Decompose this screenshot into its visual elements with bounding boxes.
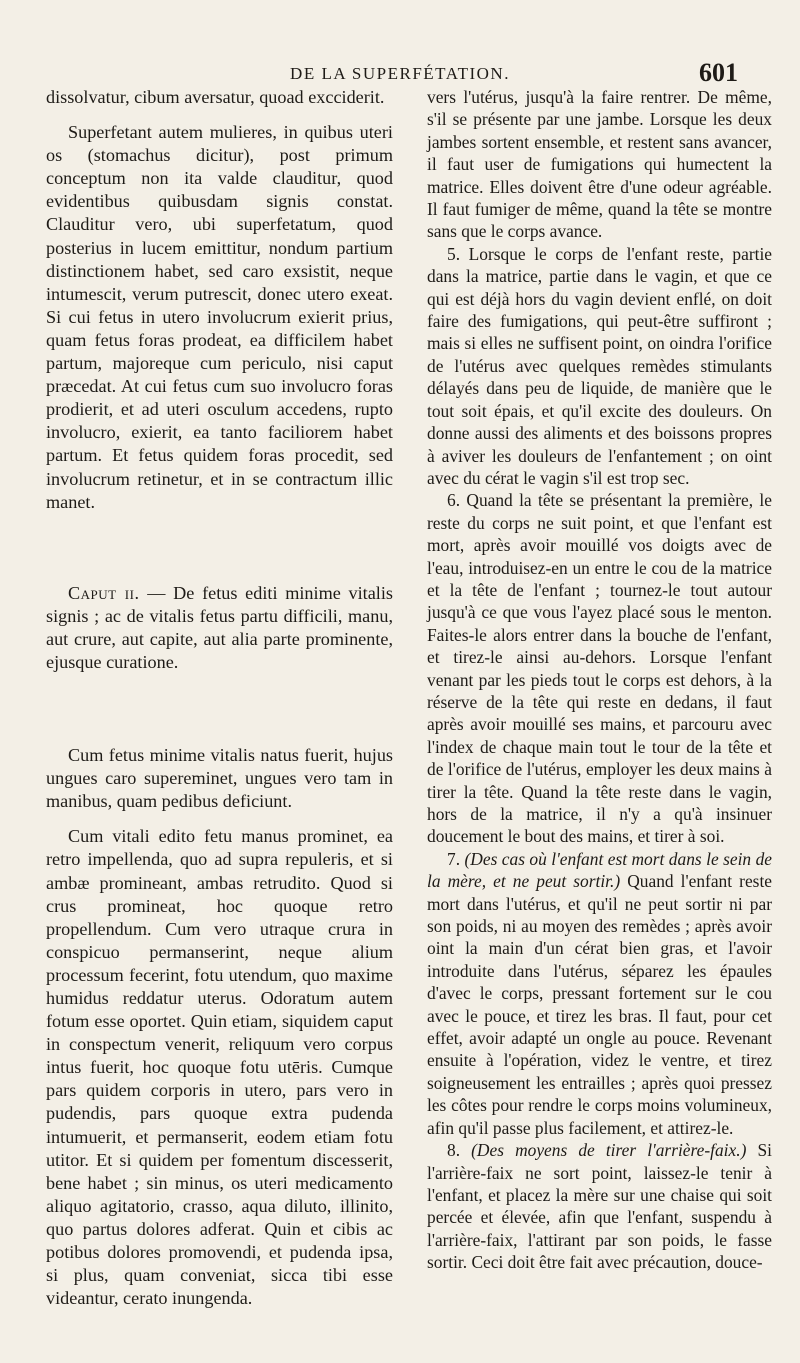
page-number: 601 — [699, 58, 738, 87]
paragraph-7-title: (Des cas où l'enfant est mort dans le sein de la mère, et ne peut sortir.) — [427, 848, 772, 892]
latin-paragraph-continuation: dissolvatur, cibum aversatur, quoad excciderit. — [46, 87, 385, 107]
chapter-heading — [46, 582, 393, 674]
latin-column — [46, 86, 393, 1310]
paragraph-8-title: (Des moyens de tirer l'arrière-faix.) — [471, 1140, 747, 1161]
paragraph-8-text: Si l'arrière-faix ne sort point, laissez-le tenir à l'enfant, et placez la mère sur une chaise qui soit percée et élevée, afin que l'enfant, suspendu à l'arrière-faix, l'attirant par son poids, le fasse sortir. Ceci doit être fait avec précaution, douce- — [427, 1140, 772, 1273]
french-paragraph-8 — [427, 1139, 772, 1273]
chapter-title: — De fetus editi minime vitalis signis ; ac de vitalis fetus partu difficili, manu, aut crure, aut capite, aut alia parte prominente, ejusque curatione. — [46, 582, 393, 672]
paragraph-8-number: 8. — [447, 1140, 461, 1161]
latin-paragraph-superfetation: Superfetant autem mulieres, in quibus uteri os (stomachus dicitur), post primum conceptum non ita valde clauditur, quod evidentibus quibusdam signis constat. Clauditur vero, ubi superfetatum, quod posterius in lucem emittitur, nondum partium distinctionem habet, sed caro exsistit, neque intumescit, verum putrescit, donec utero exeat. Si cui fetus in utero involucrum exierit prius, quam fetus foras prodeat, ea difficilem habet partum, majoreque cum periculo, nisi caput præcedat. At cui fetus cum suo involucro foras prodierit, et ad uteri osculum accedens, rupto involucro, exierit, ea tanto faciliorem habet partum. Et fetus quidem foras procedit, sed involucrum retinetur, et in se contractum illic manet. — [46, 122, 393, 512]
paragraph-7-text: Quand l'enfant reste mort dans l'utérus, et qu'il ne peut sortir ni par son poids, ni au moyen des remèdes ; après avoir oint la main d'un cérat bien gras, et l'avoir introduite dans l'utérus, séparez les épaules d'avec le corps, pressant fortement sur le cou avec le pouce, et tirez les bras. Il faut, pour cet effet, avoir adapté un ongle au pouce. Revenant ensuite à l'opération, videz le ventre, et tirez soigneusement les entrailles ; après quoi pressez les côtes pour rendre le corps moins volumineux, afin qu'il passe plus facilement, et attirez-le. — [427, 871, 772, 1138]
latin-paragraph-viable: Cum vitali edito fetu manus prominet, ea retro impellenda, quo ad supra repuleris, et si ambæ promineant, ambas retrudito. Quod si crus promineat, hoc quoque retro propellendum. Cum vero utraque crura in conspicuo permanserint, neque alium processum fecerint, fotu utendum, quo maxime humidus reddatur uterus. Odoratum autem fotum esse oportet. Quin etiam, siquidem caput in conspectum venerit, reliquum vero corpus intus fuerit, hoc quoque fotu utēris. Cumque pars quidem corporis in utero, pars vero in pudendis, pars quoque extra pudenda intumuerit, et permanserit, eodem etiam fotu utitor. Et si quidem per fomentum discesserit, bene habet ; sin minus, os uteri medicamento aliquo agitatorio, crasso, aqua diluto, illinito, quo partus dolores adferat. Quin et cibis ac potibus dolores promovendi, et pudenda ipsa, si plus, quam conveniat, sicca tibi esse videantur, cerato inungenda. — [46, 826, 393, 1309]
french-paragraph-7 — [427, 848, 772, 1139]
latin-paragraph-non-viable: Cum fetus minime vitalis natus fuerit, hujus ungues caro supereminet, ungues vero tam in manibus, quam pedibus deficiunt. — [46, 745, 393, 812]
french-column — [427, 86, 772, 1274]
paragraph-7-number: 7. — [447, 848, 461, 869]
running-title: DE LA SUPERFÉTATION. — [290, 64, 510, 83]
chapter-label: Caput ii. — [68, 582, 140, 603]
french-paragraph-6: 6. Quand la tête se présentant la première, le reste du corps ne suit point, et que l'enfant est mort, après avoir mouillé vos doigts avec de l'eau, introduisez-en un entre le cou de la matrice et la tête de l'enfant ; tournez-le tout autour jusqu'à ce que vous l'ayez placé sous le menton. Faites-le alors entrer dans la bouche de l'enfant, et tirez-le ainsi au-dehors. Lorsque l'enfant venant par les pieds tout le corps est dehors, à la réserve de la tête qui reste en dedans, il faut après avoir mouillé ses mains, et parcouru avec l'index de chaque main tout le tour de la tête et de l'orifice de l'utérus, employer les deux mains à tirer la tête. Quand la tête reste dans le vagin, hors de la matrice, il n'y a qu'à insinuer doucement le bout des mains, et tirer à soi. — [427, 490, 772, 847]
french-paragraph-continuation: vers l'utérus, jusqu'à la faire rentrer. De même, s'il se présente par une jambe. Lorsque les deux jambes sortent ensemble, et restent sans avancer, il faut user de fumigations qui humectent la matrice. Elles doivent être d'une odeur agréable. Il faut fumiger de même, quand la tête se montre sans que le corps avance. — [427, 87, 772, 242]
french-paragraph-5: 5. Lorsque le corps de l'enfant reste, partie dans la matrice, partie dans le vagin, et que ce qui est déjà hors du vagin devient enflé, on doit faire des fumigations, qui peut-être suffiront ; mais si elles ne suffisent point, on oindra l'orifice de l'utérus avec quelques remèdes stimulants délayés dans peu de liquide, de manière que le tout soit épais, et qu'il excite des douleurs. On donne aussi des aliments et des boissons propres à aviver les douleurs de l'enfantement ; on oint avec du cérat le vagin s'il est trop sec. — [427, 243, 772, 488]
